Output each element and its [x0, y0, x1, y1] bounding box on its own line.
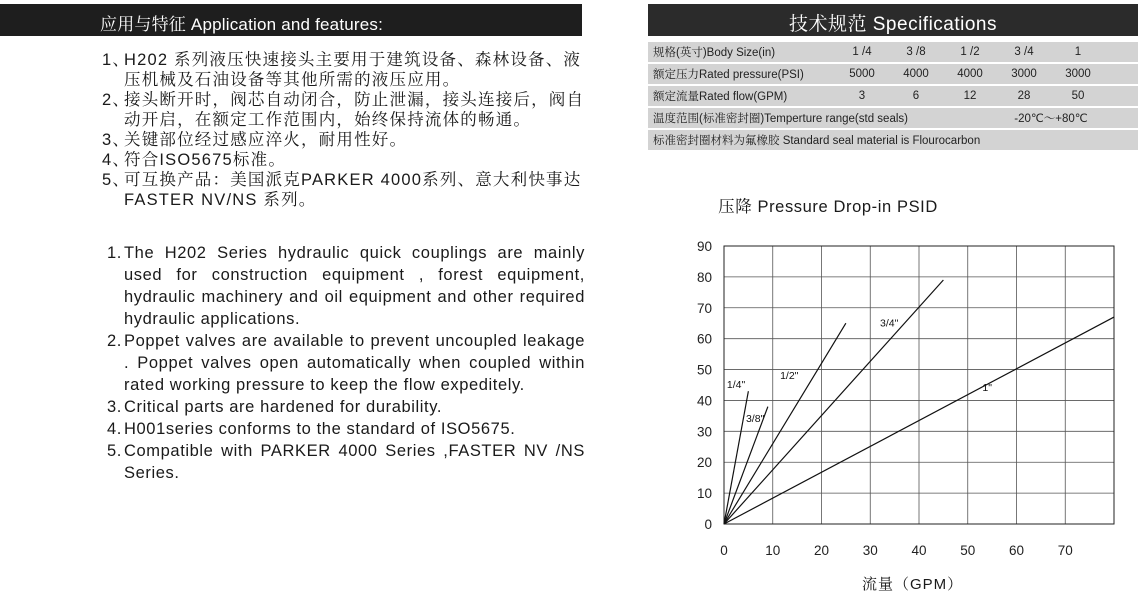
y-tick-label: 70: [696, 300, 712, 316]
cn-feature-text: 接头断开时，阀芯自动闭合，防止泄漏，接头连接后，阀自动开启，在额定工作范围内，始终保持流体的畅通。: [124, 91, 585, 129]
spec-label: 额定流量Rated flow(GPM): [648, 86, 835, 106]
spec-row-temperature: [648, 108, 1138, 128]
spec-value: 50: [1051, 86, 1105, 106]
en-feature-item: [107, 396, 585, 418]
x-tick-label: 40: [911, 543, 927, 558]
x-tick-label: 0: [720, 543, 728, 558]
spec-value: 4000: [943, 64, 997, 84]
cn-feature-item: [102, 150, 587, 170]
specifications-header-bar: [648, 4, 1138, 36]
series-label: 3/8": [745, 413, 765, 426]
cn-feature-number: 2、: [102, 91, 131, 109]
cn-feature-text: 关键部位经过感应淬火，耐用性好。: [124, 131, 408, 149]
cn-feature-item: [102, 170, 587, 210]
cn-feature-number: 1、: [102, 51, 131, 69]
spec-row-rated-flow: [648, 86, 1138, 106]
en-feature-number: 5.: [107, 442, 122, 460]
spec-value: 1: [1051, 42, 1105, 62]
en-feature-item: [107, 330, 585, 396]
spec-value: 1 /4: [835, 42, 889, 62]
series-label: 3/4": [880, 317, 899, 330]
y-tick-label: 80: [696, 269, 712, 285]
cn-feature-number: 5、: [102, 171, 131, 189]
y-tick-label: 30: [696, 424, 712, 440]
y-tick-label: 20: [696, 455, 712, 471]
en-feature-text: The H202 Series hydraulic quick couplings are mainly used for construction equipment , forest equipment, hydraulic machinery and oil equipment and other required hydraulic applications.: [124, 244, 585, 328]
en-feature-item: [107, 418, 585, 440]
en-feature-item: [107, 242, 585, 330]
cn-feature-number: 3、: [102, 131, 131, 149]
cn-feature-text: 可互换产品：美国派克PARKER 4000系列、意大利快事达FASTER NV/NS 系列。: [124, 171, 582, 209]
y-tick-label: 90: [696, 239, 712, 254]
series-label: 1/2": [780, 369, 799, 382]
en-feature-number: 3.: [107, 398, 122, 416]
spec-cell-spacer: [1105, 86, 1138, 106]
spec-value: 12: [943, 86, 997, 106]
spec-label: 额定压力Rated pressure(PSI): [648, 64, 835, 84]
series-label: 1": [982, 382, 992, 395]
cn-feature-list: [102, 50, 587, 210]
spec-value: 4000: [889, 64, 943, 84]
specifications-header-title: 技术规范 Specifications: [788, 14, 997, 35]
spec-value: -20℃～+80℃: [997, 108, 1105, 128]
en-feature-number: 4.: [107, 420, 122, 438]
y-tick-label: 50: [696, 362, 712, 378]
series-label: 1/4": [726, 379, 746, 392]
specifications-table: [648, 40, 1138, 152]
spec-label: 标准密封圈材料为氟橡胶 Standard seal material is Flourocarbon: [648, 130, 1138, 150]
spec-value: 6: [889, 86, 943, 106]
spec-label: 规格(英寸)Body Size(in): [648, 42, 835, 62]
y-tick-label: 40: [696, 393, 712, 409]
en-feature-number: 1.: [107, 244, 122, 262]
spec-value: 1 /2: [943, 42, 997, 62]
y-tick-label: 60: [696, 331, 712, 347]
features-header-title: 应用与特征 Application and features:: [100, 15, 384, 34]
spec-value: 3 /4: [997, 42, 1051, 62]
cn-feature-number: 4、: [102, 151, 131, 169]
y-tick-label: 10: [696, 486, 712, 502]
chart-title: 压降 Pressure Drop-in PSID: [718, 198, 938, 216]
x-tick-label: 60: [1008, 543, 1025, 558]
en-feature-item: [107, 440, 585, 484]
en-feature-text: Critical parts are hardened for durability.: [124, 398, 443, 416]
spec-label: 温度范围(标准密封圈)Temperture range(std seals): [648, 108, 997, 128]
series-line: [724, 280, 943, 524]
spec-cell-spacer: [1105, 42, 1138, 62]
x-tick-label: 10: [765, 543, 781, 558]
spec-value: 3000: [997, 64, 1051, 84]
x-tick-label: 20: [813, 543, 830, 558]
x-tick-label: 30: [862, 543, 878, 558]
cn-feature-item: [102, 130, 587, 150]
features-header-bar: [0, 4, 582, 36]
spec-value: 3: [835, 86, 889, 106]
spec-value: 28: [997, 86, 1051, 106]
cn-feature-text: 符合ISO5675标准。: [124, 151, 287, 169]
chart-x-axis-title: 流量（GPM）: [862, 576, 964, 593]
en-feature-text: Compatible with PARKER 4000 Series ,FASTER NV /NS Series.: [124, 442, 585, 482]
cn-feature-item: [102, 50, 587, 90]
pressure-drop-chart: [648, 228, 1138, 568]
spec-value: 5000: [835, 64, 889, 84]
spec-cell-spacer: [1105, 64, 1138, 84]
cn-feature-text: H202 系列液压快速接头主要用于建筑设备、森林设备、液压机械及石油设备等其他所需的液压应用。: [124, 51, 582, 89]
cn-feature-item: [102, 90, 587, 130]
spec-row-seal-material: [648, 130, 1138, 150]
spec-row-rated-pressure: [648, 64, 1138, 84]
en-feature-text: Poppet valves are available to prevent uncoupled leakage . Poppet valves open automatically when coupled within rated working pressure to keep the flow expeditely.: [124, 332, 585, 394]
y-tick-label: 0: [704, 517, 712, 532]
x-tick-label: 70: [1057, 543, 1073, 558]
en-feature-number: 2.: [107, 332, 122, 350]
spec-value: 3 /8: [889, 42, 943, 62]
x-tick-label: 50: [960, 543, 976, 558]
spec-value: 3000: [1051, 64, 1105, 84]
spec-row-body-size: [648, 42, 1138, 62]
en-feature-list: [107, 242, 585, 484]
en-feature-text: H001series conforms to the standard of ISO5675.: [124, 420, 516, 438]
spec-cell-spacer: [1105, 108, 1138, 128]
